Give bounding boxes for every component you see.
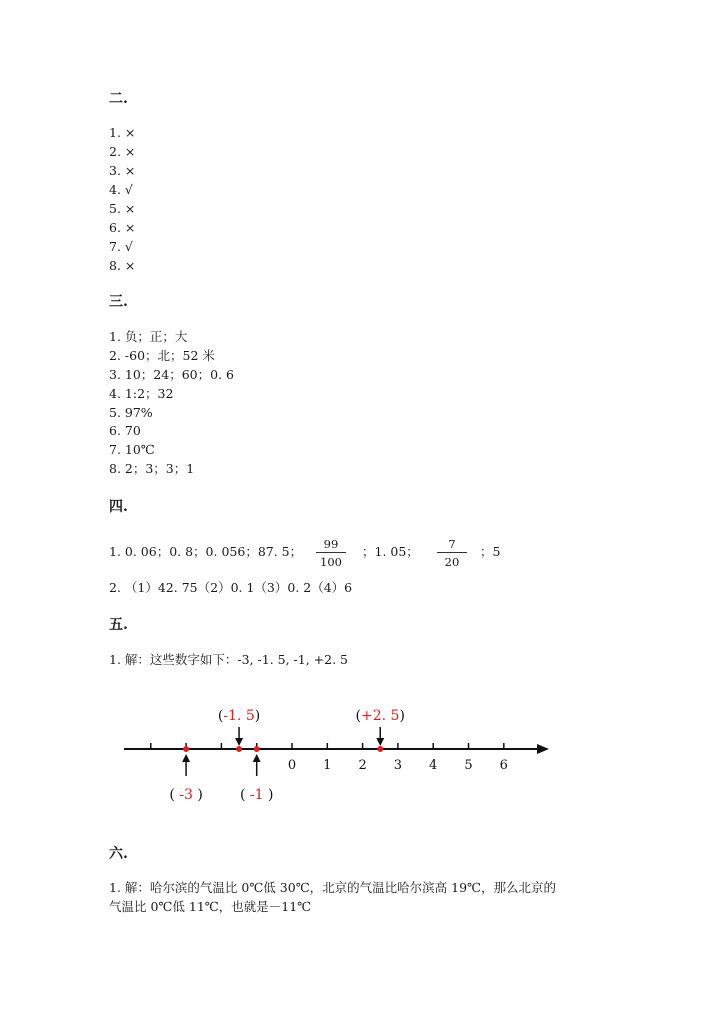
fraction-bar [316, 552, 346, 553]
tick-label: 2 [358, 758, 367, 773]
answer-line: 气温比 0℃低 11℃，也就是－11℃ [109, 899, 312, 914]
fraction-denominator: 100 [320, 555, 342, 569]
answer-line: 2. （1）42. 75（2）0. 1（3）0. 2（4）6 [109, 580, 353, 595]
number-line-figure [0, 690, 720, 815]
tick-label: 4 [429, 758, 438, 773]
answer-line: 2. × [109, 144, 136, 159]
section-heading-3: 三. [109, 294, 128, 310]
answer-line: 8. × [109, 258, 136, 273]
answer-line: 5. 97% [109, 405, 153, 420]
tick-label: 6 [499, 758, 508, 773]
number-line-callouts [169, 708, 405, 803]
callout-label: (+2. 5) [355, 708, 405, 724]
fraction [316, 537, 346, 569]
answer-line-part: 1. 0. 06；0. 8；0. 056；87. 5； [109, 544, 303, 559]
number-line-point [236, 746, 242, 752]
number-line-tick-labels [288, 758, 508, 773]
answer-line: 3. 10；24；60；0. 6 [109, 367, 234, 382]
callout-label: (-1. 5) [217, 708, 261, 724]
fraction-numerator: 99 [323, 537, 339, 551]
section-heading-6: 六. [109, 846, 128, 862]
down-arrow-icon [235, 738, 243, 746]
section-heading-2: 二. [109, 91, 128, 107]
answer-line: 4. 1:2；32 [109, 386, 174, 401]
callout-label: ( -1 ) [239, 787, 274, 803]
down-arrow-icon [376, 738, 384, 746]
number-line-point [254, 746, 260, 752]
number-line-point [183, 746, 189, 752]
fraction-numerator: 7 [448, 537, 456, 551]
up-arrow-icon [253, 754, 261, 762]
fraction [437, 537, 467, 569]
answer-line: 1. 负；正；大 [109, 329, 188, 344]
answer-line: 7. 10℃ [109, 442, 155, 457]
section-heading-5: 五. [109, 617, 128, 633]
tick-label: 0 [287, 758, 297, 773]
answer-line: 3. × [109, 163, 136, 178]
answer-line-part: ；1. 05； [362, 544, 419, 559]
fraction-bar [437, 552, 467, 553]
answer-line: 1. × [109, 125, 136, 140]
answer-line: 8. 2；3；3；1 [109, 461, 195, 476]
callout-label: ( -3 ) [169, 787, 203, 803]
up-arrow-icon [182, 754, 190, 762]
axis-arrowhead-icon [537, 744, 549, 754]
tick-label: 5 [464, 758, 473, 773]
answer-line-part: ；5 [480, 544, 501, 559]
tick-label: 1 [323, 758, 332, 773]
number-line-point [377, 746, 383, 752]
answer-line: 5. × [109, 201, 136, 216]
answer-line: 2. -60；北；52 米 [109, 348, 215, 363]
fraction-denominator: 20 [444, 555, 460, 569]
answer-line: 7. √ [109, 239, 133, 254]
answer-line: 1. 解：哈尔滨的气温比 0℃低 30℃，北京的气温比哈尔滨高 19℃，那么北京的 [109, 880, 557, 895]
answer-line: 6. 70 [109, 423, 141, 438]
answer-line: 6. × [109, 220, 136, 235]
tick-label: 3 [393, 758, 403, 773]
section-heading-4: 四. [109, 499, 128, 515]
answer-line: 4. √ [109, 182, 133, 197]
answer-line: 1. 解：这些数字如下：-3, -1. 5, -1, +2. 5 [109, 652, 348, 667]
